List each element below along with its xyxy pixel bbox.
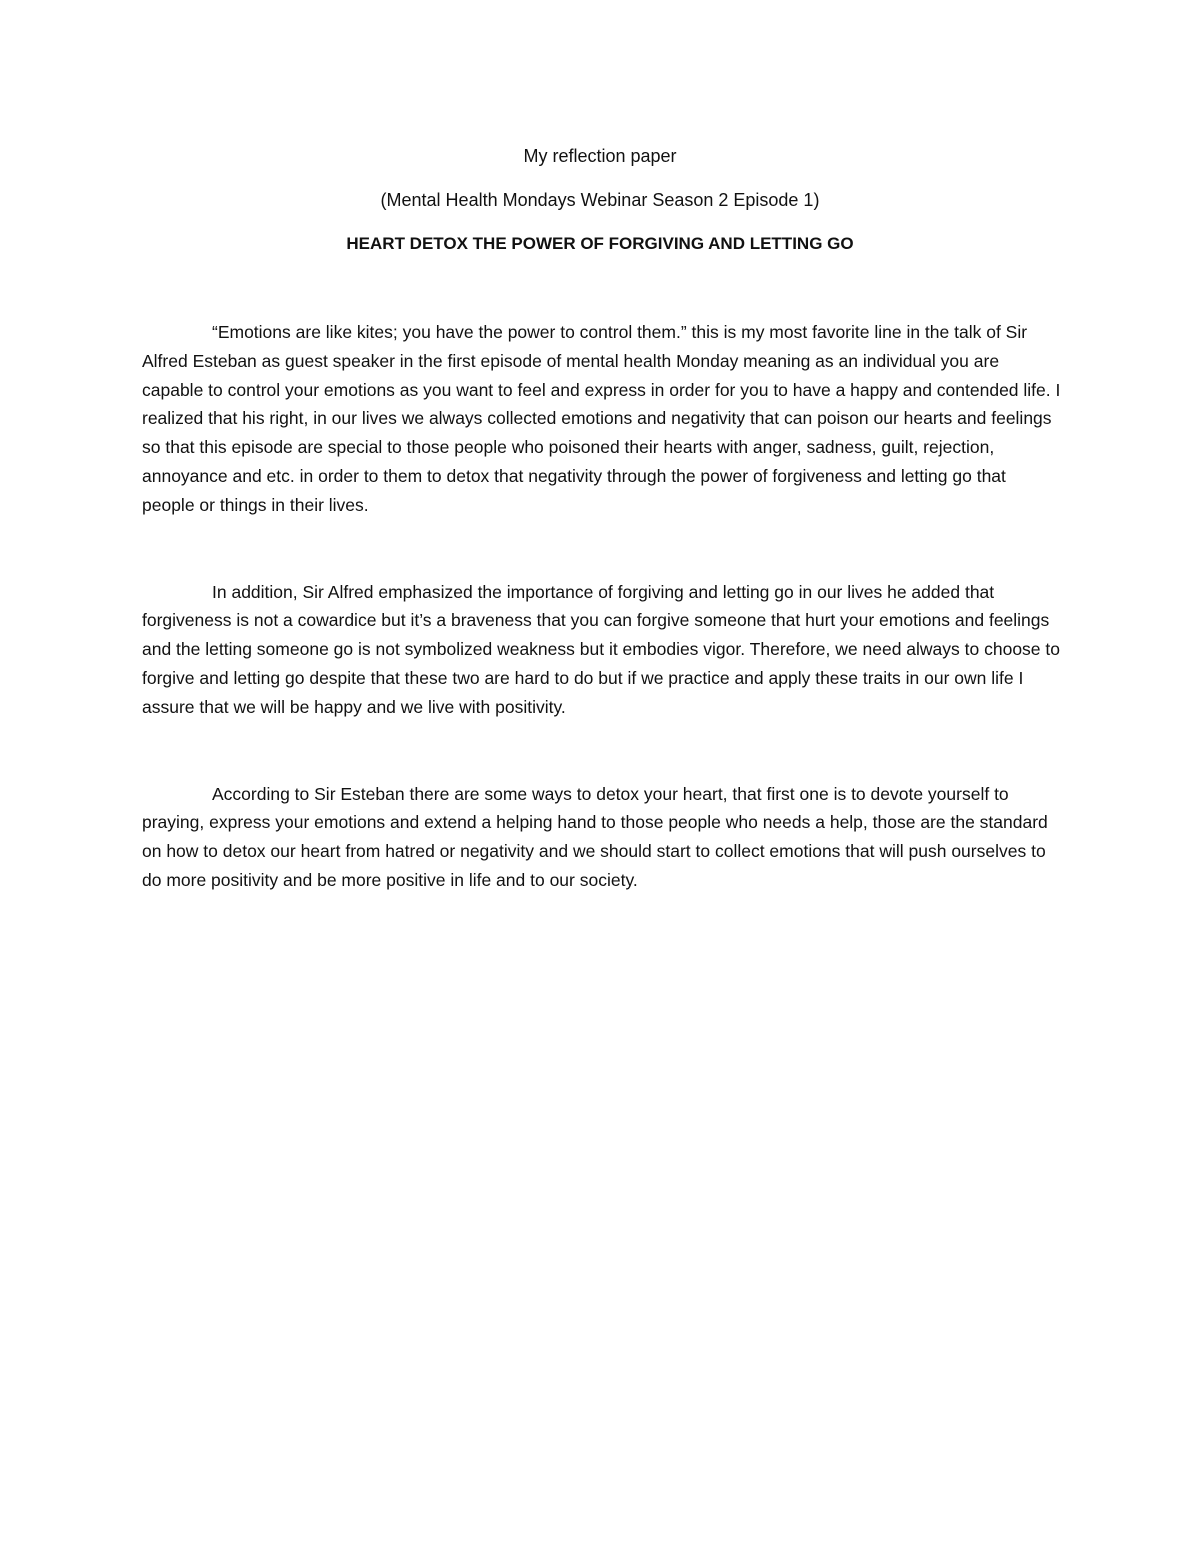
title-block [0,143,1200,275]
document-body [142,318,1062,895]
paragraph-1: “Emotions are like kites; you have the power to control them.” this is my most favorite line in the talk of Sir Alfred Esteban as guest speaker in the first episode of mental health Monday meaning as an individual you are capable to control your emotions as you want to feel and express in order for you to have a happy and contended life. I realized that his right, in our lives we always collected emotions and negativity that can poison our hearts and feelings so that this episode are special to those people who poisoned their hearts with anger, sadness, guilt, rejection, annoyance and etc. in order to them to detox that negativity through the power of forgiveness and letting go that people or things in their lives. [142,322,1061,515]
paragraph-3: According to Sir Esteban there are some ways to detox your heart, that first one is to devote yourself to praying, express your emotions and extend a helping hand to those people who needs a help, those are the standard on how to detox our heart from hatred or negativity and we should start to collect emotions that will push ourselves to do more positivity and be more positive in life and to our society. [142,783,1048,890]
document-heading: My reflection paper [523,146,677,166]
document-subheading: (Mental Health Mondays Webinar Season 2 Episode 1) [380,190,820,210]
paragraph-2: In addition, Sir Alfred emphasized the importance of forgiving and letting go in our lives he added that forgiveness is not a cowardice but it’s a braveness that you can forgive someone that hurt your emotions and feelings and the letting someone go is not symbolized weakness but it embodies vigor. Therefore, we need always to choose to forgive and letting go despite that these two are hard to do but if we practice and apply these traits in our own life I assure that we will be happy and we live with positivity. [142,581,1060,717]
document-title: HEART DETOX THE POWER OF FORGIVING AND LETTING GO [346,234,854,253]
